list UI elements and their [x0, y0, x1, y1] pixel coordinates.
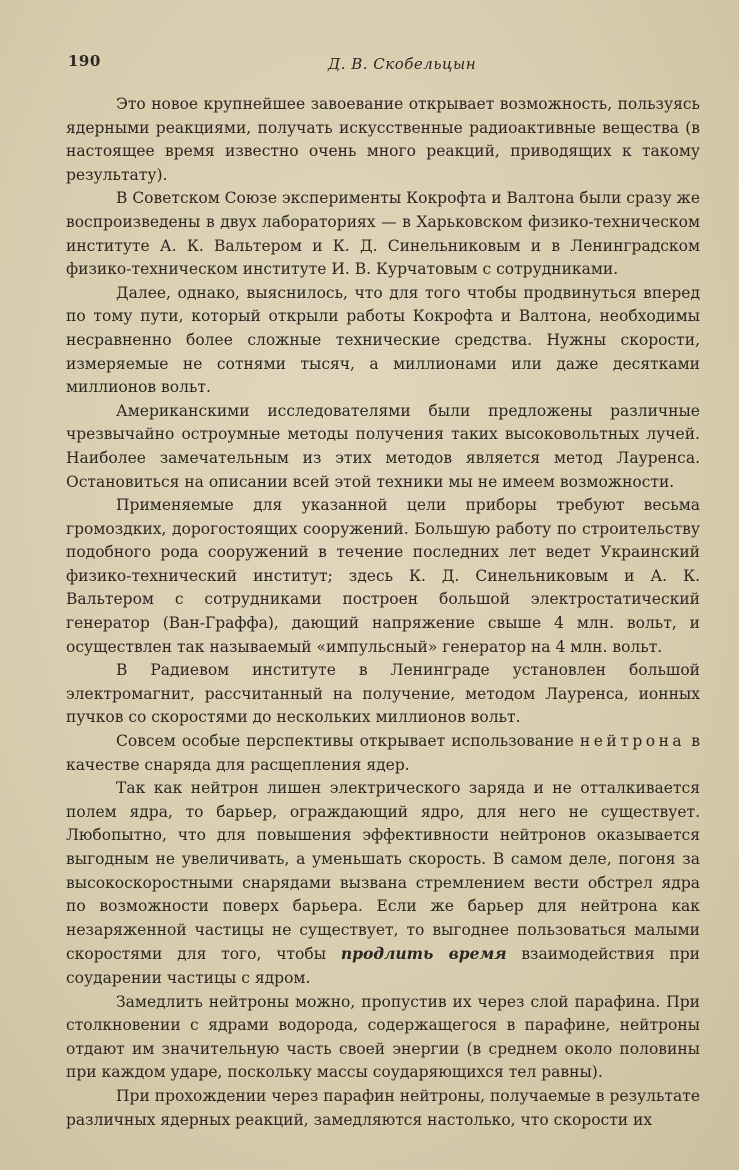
paragraph-text: в качестве снаряда для расщепления ядер. [66, 732, 701, 774]
paragraph: Американскими исследователями были предложены различные чрезвычайно остроумные методы получения таких высоковольтных лучей. Наиболее замечательным из этих методов является метод Лауренса. Остановиться на описании всей этой техники мы не имеем возможности. [66, 401, 700, 491]
paragraph: Далее, однако, выяснилось, что для того чтобы продвинуться вперед по тому пути, который открыли работы Кокрофта и Валтона, необходимы несравненно более сложные технические средства. Нужны скорости, измеряемые не сотнями тысяч, а миллионами или даже десятками миллионов вольт. [66, 283, 700, 397]
paragraph-text: Так как нейтрон лишен электрического заряда и не отталкивается полем ядра, то барьер, ограждающий ядро, для него не существует. Любопытно, что для повышения эффективности нейтронов оказывается выгодным не увеличивать, а уменьшать скорость. В самом деле, погоня за высокоскоростными снарядами вызвана стремлением вести обстрел ядра по возможности поверх барьера. Если же барьер для нейтрона как незаряженной частицы не существует, то выгоднее пользоваться малыми скоростями для того, чтобы [66, 779, 700, 964]
running-head: Д. В. Скобельцын [328, 55, 477, 73]
spaced-emphasis: нейтрона [579, 732, 686, 751]
paragraph [66, 730, 700, 777]
italic-emphasis: продлить время [340, 944, 507, 964]
paragraph [66, 777, 700, 990]
paragraph: При прохождении через парафин нейтроны, получаемые в результате различных ядерных реакций, замедляются настолько, что скорости их [66, 1086, 700, 1129]
paragraph: В Советском Союзе эксперименты Кокрофта и Валтона были сразу же воспроизведены в двух лабораториях — в Харьковском физико-техническом институте А. К. Вальтером и К. Д. Синельниковым и в Ленинградском физико-техническом институте И. В. Курчатовым с сотрудниками. [66, 189, 700, 279]
paragraph: Это новое крупнейшее завоевание открывает возможность, пользуясь ядерными реакциями, получать искусственные радиоактивные вещества (в настоящее время известно очень много реакций, приводящих к такому результату). [66, 95, 700, 184]
paragraph-text: Совсем особые перспективы открывает использование [116, 732, 580, 751]
body-text [66, 93, 700, 1132]
paragraph-text: взаимодействия при соударении частицы с ядром. [66, 945, 700, 987]
paragraph: Замедлить нейтроны можно, пропустив их через слой парафина. При столкновении с ядрами водорода, содержащегося в парафине, нейтроны отдают им значительную часть своей энергии (в среднем около половины при каждом ударе, поскольку массы соударяющихся тел равны). [66, 992, 700, 1082]
page-number: 190 [68, 52, 101, 70]
paragraph: Применяемые для указанной цели приборы требуют весьма громоздких, дорогостоящих сооружений. Большую работу по строительству подобного рода сооружений в течение последних лет ведет Украинский физико-технический институт; здесь К. Д. Синельниковым и А. К. Вальтером с сотрудниками построен большой электростатический генератор (Ван-Граффа), дающий напряжение свыше 4 млн. вольт, и осуществлен так называемый «импульсный» генератор на 4 млн. вольт. [66, 496, 700, 656]
paragraph: В Радиевом институте в Ленинграде установлен большой электромагнит, рассчитанный на получение, методом Лауренса, ионных пучков со скоростями до нескольких миллионов вольт. [66, 661, 700, 727]
